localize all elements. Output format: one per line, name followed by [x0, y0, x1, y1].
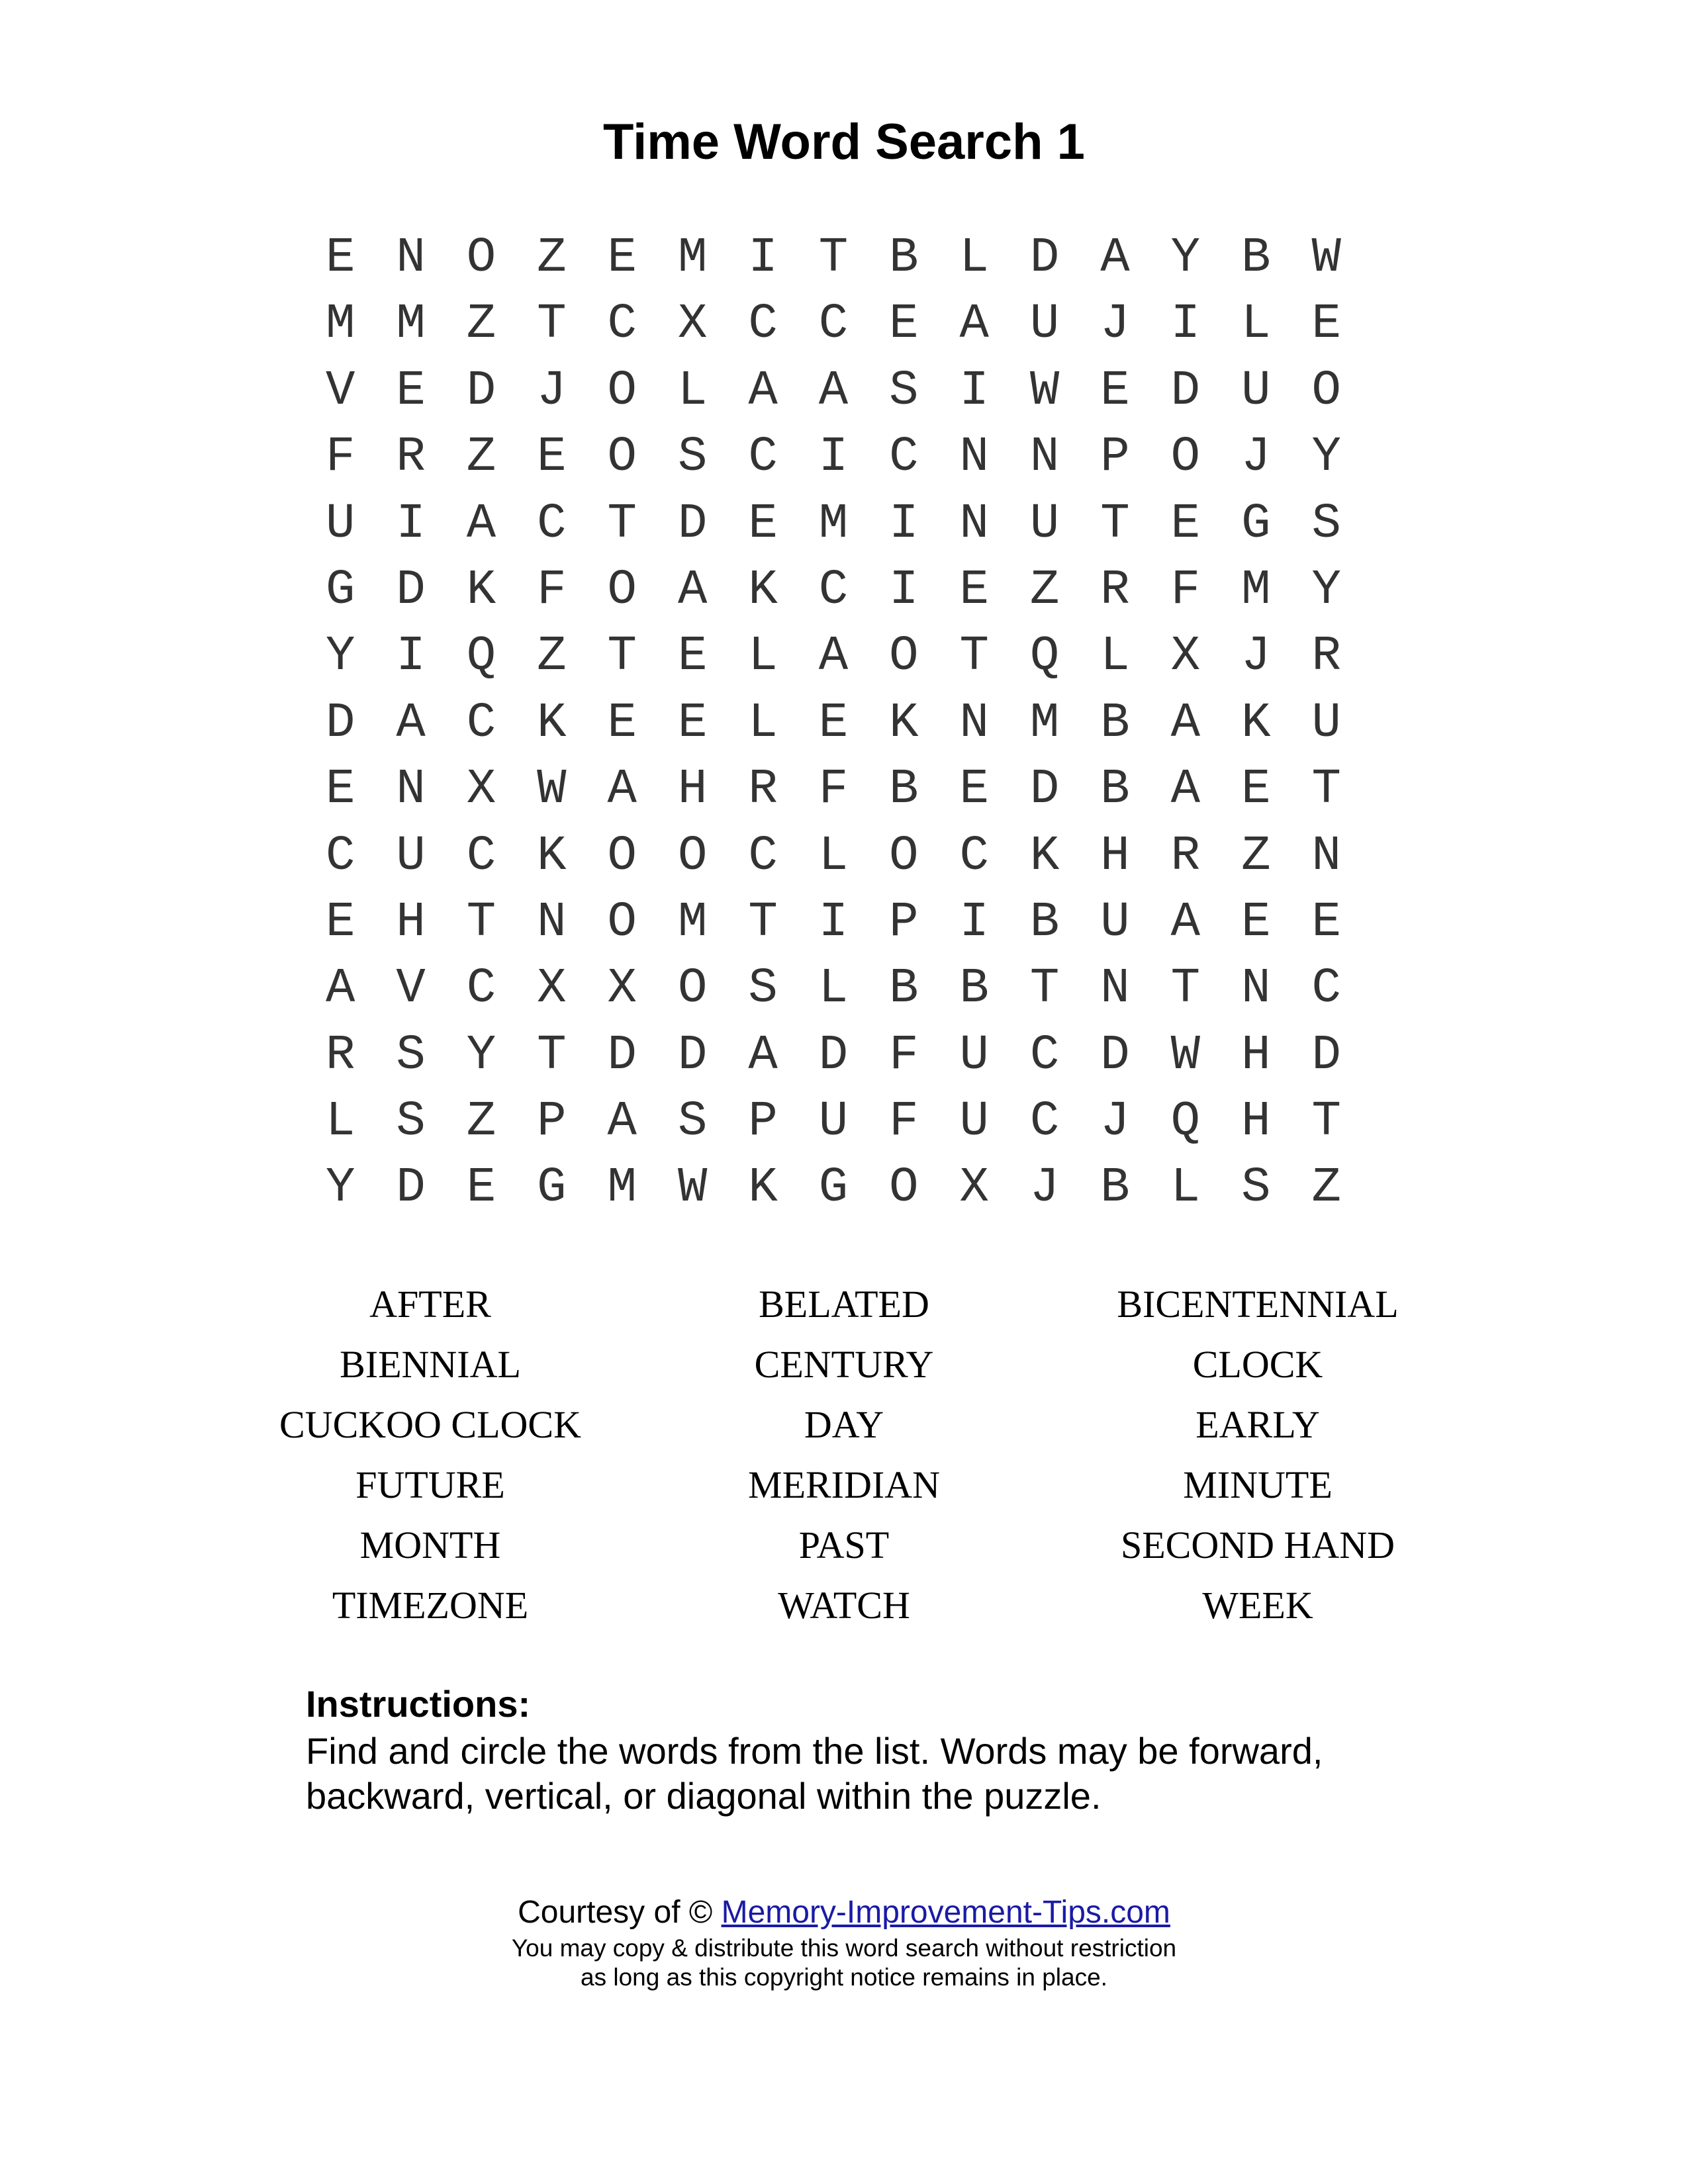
grid-letter: E	[1241, 762, 1271, 818]
grid-letter: D	[1311, 1027, 1341, 1083]
grid-letter: P	[1100, 430, 1130, 486]
grid-letter: N	[959, 430, 989, 486]
grid-letter: Z	[1311, 1160, 1341, 1216]
grid-letter: B	[959, 961, 989, 1017]
grid-letter: K	[748, 1160, 778, 1216]
grid-letter: A	[607, 1094, 637, 1150]
grid-letter: O	[677, 961, 708, 1017]
grid-letter: S	[748, 961, 778, 1017]
grid-letter: T	[748, 894, 778, 950]
grid-letter: H	[396, 894, 426, 950]
grid-letter: Z	[466, 430, 496, 486]
letter-grid	[305, 225, 1362, 1222]
grid-letter: X	[607, 961, 637, 1017]
grid-letter: I	[959, 363, 989, 419]
grid-letter: R	[1170, 828, 1201, 884]
grid-letter: B	[1100, 695, 1130, 751]
grid-letter: D	[1029, 762, 1060, 818]
grid-letter: C	[889, 430, 919, 486]
grid-letter: N	[959, 695, 989, 751]
grid-letter: Z	[1241, 828, 1271, 884]
grid-letter: X	[677, 296, 708, 353]
grid-letter: D	[466, 363, 496, 419]
grid-letter: O	[889, 1160, 919, 1216]
word-list-item: BELATED	[759, 1283, 929, 1326]
word-list-item: SECOND HAND	[1120, 1524, 1395, 1567]
instructions-heading: Instructions:	[306, 1683, 531, 1725]
grid-letter: L	[748, 629, 778, 685]
grid-letter: M	[1029, 695, 1060, 751]
grid-letter: A	[325, 961, 355, 1017]
notice-line-2: as long as this copyright notice remains in place.	[581, 1964, 1107, 1991]
grid-letter: P	[537, 1094, 567, 1150]
grid-letter: T	[1100, 496, 1130, 552]
grid-letter: N	[1029, 430, 1060, 486]
word-list-item: PAST	[798, 1524, 890, 1567]
grid-letter: N	[396, 762, 426, 818]
grid-letter: G	[818, 1160, 849, 1216]
grid-letter: L	[748, 695, 778, 751]
grid-letter: W	[537, 762, 567, 818]
grid-letter: A	[818, 363, 849, 419]
grid-letter: E	[818, 695, 849, 751]
grid-letter: A	[1100, 230, 1130, 286]
grid-letter: Q	[1029, 629, 1060, 685]
grid-letter: H	[1241, 1094, 1271, 1150]
grid-letter: C	[959, 828, 989, 884]
grid-letter: C	[325, 828, 355, 884]
grid-letter: T	[466, 894, 496, 950]
word-list-item: DAY	[804, 1403, 884, 1446]
word-list-item: TIMEZONE	[332, 1584, 529, 1627]
grid-letter: A	[818, 629, 849, 685]
grid-letter: B	[889, 762, 919, 818]
grid-letter: Z	[537, 230, 567, 286]
grid-letter: R	[325, 1027, 355, 1083]
grid-letter: Y	[1311, 562, 1341, 618]
grid-letter: A	[748, 363, 778, 419]
grid-letter: A	[677, 562, 708, 618]
grid-letter: M	[325, 296, 355, 353]
grid-letter: C	[818, 296, 849, 353]
grid-letter: F	[1170, 562, 1201, 618]
grid-letter: K	[537, 695, 567, 751]
grid-letter: O	[607, 562, 637, 618]
grid-letter: X	[959, 1160, 989, 1216]
instructions-text: Find and circle the words from the list. Words may be forward, backward, vertical, or diagonal within the puzzle.	[306, 1730, 1323, 1817]
grid-letter: Q	[466, 629, 496, 685]
grid-letter: E	[607, 695, 637, 751]
grid-letter: L	[1241, 296, 1271, 353]
grid-letter: W	[1311, 230, 1341, 286]
grid-letter: G	[1241, 496, 1271, 552]
word-list-item: FUTURE	[355, 1463, 505, 1506]
grid-letter: Y	[325, 1160, 355, 1216]
grid-letter: Y	[325, 629, 355, 685]
grid-letter: F	[325, 430, 355, 486]
grid-letter: N	[1100, 961, 1130, 1017]
grid-letter: L	[1100, 629, 1130, 685]
grid-letter: O	[466, 230, 496, 286]
grid-letter: X	[537, 961, 567, 1017]
grid-letter: B	[1100, 762, 1130, 818]
grid-letter: A	[466, 496, 496, 552]
grid-letter: O	[677, 828, 708, 884]
grid-letter: C	[748, 430, 778, 486]
grid-letter: W	[1170, 1027, 1201, 1083]
notice-line-1: You may copy & distribute this word search without restriction	[511, 1934, 1177, 1962]
grid-letter: R	[396, 430, 426, 486]
grid-letter: O	[1170, 430, 1201, 486]
grid-letter: S	[889, 363, 919, 419]
grid-letter: E	[396, 363, 426, 419]
grid-letter: U	[959, 1094, 989, 1150]
grid-letter: C	[1029, 1094, 1060, 1150]
grid-letter: F	[818, 762, 849, 818]
grid-letter: T	[537, 1027, 567, 1083]
grid-letter: E	[889, 296, 919, 353]
grid-letter: O	[607, 828, 637, 884]
grid-letter: E	[537, 430, 567, 486]
grid-letter: C	[537, 496, 567, 552]
grid-letter: K	[748, 562, 778, 618]
grid-letter: J	[1100, 296, 1130, 353]
grid-letter: E	[1170, 496, 1201, 552]
grid-letter: O	[889, 828, 919, 884]
copyright-notice	[0, 1934, 1688, 1992]
grid-letter: E	[325, 230, 355, 286]
grid-letter: U	[1241, 363, 1271, 419]
grid-letter: J	[537, 363, 567, 419]
grid-letter: V	[325, 363, 355, 419]
grid-letter: O	[607, 363, 637, 419]
grid-letter: T	[607, 629, 637, 685]
grid-letter: D	[1100, 1027, 1130, 1083]
grid-letter: P	[889, 894, 919, 950]
grid-letter: A	[1170, 695, 1201, 751]
grid-letter: E	[1311, 894, 1341, 950]
grid-letter: A	[1170, 762, 1201, 818]
grid-letter: I	[889, 562, 919, 618]
grid-letter: D	[677, 496, 708, 552]
grid-letter: T	[537, 296, 567, 353]
word-list	[265, 1274, 1423, 1635]
grid-letter: T	[959, 629, 989, 685]
grid-letter: H	[677, 762, 708, 818]
grid-letter: E	[325, 762, 355, 818]
grid-letter: M	[677, 230, 708, 286]
grid-letter: J	[1241, 430, 1271, 486]
grid-letter: Z	[537, 629, 567, 685]
grid-letter: J	[1029, 1160, 1060, 1216]
grid-letter: C	[1029, 1027, 1060, 1083]
grid-letter: U	[396, 828, 426, 884]
grid-letter: S	[1311, 496, 1341, 552]
grid-letter: H	[1100, 828, 1130, 884]
grid-letter: E	[1241, 894, 1271, 950]
grid-letter: I	[959, 894, 989, 950]
word-list-item: CLOCK	[1192, 1343, 1323, 1386]
grid-letter: I	[818, 430, 849, 486]
grid-letter: C	[466, 961, 496, 1017]
grid-letter: M	[818, 496, 849, 552]
grid-letter: U	[1029, 496, 1060, 552]
grid-letter: T	[1029, 961, 1060, 1017]
grid-letter: A	[607, 762, 637, 818]
grid-letter: K	[1029, 828, 1060, 884]
grid-letter: L	[325, 1094, 355, 1150]
grid-letter: E	[607, 230, 637, 286]
grid-letter: E	[959, 562, 989, 618]
word-list-item: MINUTE	[1183, 1463, 1333, 1506]
grid-letter: K	[537, 828, 567, 884]
grid-letter: C	[607, 296, 637, 353]
grid-letter: N	[1311, 828, 1341, 884]
grid-letter: Z	[466, 1094, 496, 1150]
grid-letter: P	[748, 1094, 778, 1150]
grid-letter: E	[325, 894, 355, 950]
grid-letter: F	[889, 1027, 919, 1083]
grid-letter: O	[889, 629, 919, 685]
word-list-item: BIENNIAL	[340, 1343, 521, 1386]
grid-letter: D	[396, 1160, 426, 1216]
grid-letter: Q	[1170, 1094, 1201, 1150]
grid-letter: K	[1241, 695, 1271, 751]
grid-letter: L	[1170, 1160, 1201, 1216]
grid-letter: B	[1241, 230, 1271, 286]
grid-letter: F	[889, 1094, 919, 1150]
word-list-item: WEEK	[1202, 1584, 1313, 1627]
grid-letter: T	[607, 496, 637, 552]
grid-letter: D	[677, 1027, 708, 1083]
grid-letter: R	[1100, 562, 1130, 618]
grid-letter: U	[325, 496, 355, 552]
grid-letter: U	[1100, 894, 1130, 950]
grid-letter: Y	[466, 1027, 496, 1083]
grid-letter: A	[959, 296, 989, 353]
grid-letter: C	[748, 828, 778, 884]
grid-letter: S	[1241, 1160, 1271, 1216]
grid-letter: E	[1311, 296, 1341, 353]
grid-letter: N	[537, 894, 567, 950]
grid-letter: W	[1029, 363, 1060, 419]
grid-letter: T	[1170, 961, 1201, 1017]
grid-letter: I	[818, 894, 849, 950]
grid-letter: I	[396, 629, 426, 685]
page-title: Time Word Search 1	[603, 114, 1085, 170]
grid-letter: N	[396, 230, 426, 286]
grid-letter: C	[466, 828, 496, 884]
grid-letter: R	[748, 762, 778, 818]
grid-letter: A	[396, 695, 426, 751]
grid-letter: L	[677, 363, 708, 419]
grid-letter: J	[1241, 629, 1271, 685]
grid-letter: M	[396, 296, 426, 353]
grid-letter: S	[677, 430, 708, 486]
grid-letter: I	[396, 496, 426, 552]
grid-letter: M	[607, 1160, 637, 1216]
grid-letter: L	[959, 230, 989, 286]
grid-letter: K	[889, 695, 919, 751]
courtesy-line	[0, 1893, 1688, 1933]
grid-letter: B	[889, 230, 919, 286]
grid-letter: X	[466, 762, 496, 818]
grid-letter: I	[748, 230, 778, 286]
grid-letter: K	[466, 562, 496, 618]
word-list-item: MERIDIAN	[748, 1463, 940, 1506]
grid-letter: C	[466, 695, 496, 751]
word-list-item: WATCH	[778, 1584, 910, 1627]
word-list-item: MONTH	[359, 1524, 501, 1567]
word-list-item: AFTER	[369, 1283, 491, 1326]
grid-letter: L	[818, 961, 849, 1017]
word-list-item: BICENTENNIAL	[1117, 1283, 1399, 1326]
word-list-item: CENTURY	[754, 1343, 934, 1386]
grid-letter: E	[466, 1160, 496, 1216]
grid-letter: S	[396, 1094, 426, 1150]
grid-letter: R	[1311, 629, 1341, 685]
grid-letter: W	[677, 1160, 708, 1216]
courtesy-prefix: Courtesy of ©	[518, 1895, 713, 1930]
grid-letter: E	[1100, 363, 1130, 419]
grid-letter: D	[325, 695, 355, 751]
grid-letter: C	[748, 296, 778, 353]
grid-letter: S	[677, 1094, 708, 1150]
grid-letter: M	[1241, 562, 1271, 618]
grid-letter: Y	[1311, 430, 1341, 486]
grid-letter: B	[889, 961, 919, 1017]
grid-letter: O	[607, 894, 637, 950]
grid-letter: M	[677, 894, 708, 950]
grid-letter: X	[1170, 629, 1201, 685]
grid-letter: Z	[1029, 562, 1060, 618]
grid-letter: L	[818, 828, 849, 884]
grid-letter: B	[1029, 894, 1060, 950]
grid-letter: F	[537, 562, 567, 618]
grid-letter: A	[1170, 894, 1201, 950]
grid-letter: G	[537, 1160, 567, 1216]
grid-letter: D	[1170, 363, 1201, 419]
grid-letter: V	[396, 961, 426, 1017]
word-list-item: EARLY	[1196, 1403, 1320, 1446]
grid-letter: E	[677, 695, 708, 751]
grid-letter: U	[959, 1027, 989, 1083]
grid-letter: U	[818, 1094, 849, 1150]
grid-letter: U	[1311, 695, 1341, 751]
source-link[interactable]: Memory-Improvement-Tips.com	[721, 1895, 1170, 1930]
grid-letter: I	[889, 496, 919, 552]
grid-letter: B	[1100, 1160, 1130, 1216]
grid-letter: G	[325, 562, 355, 618]
grid-letter: Z	[466, 296, 496, 353]
grid-letter: Y	[1170, 230, 1201, 286]
grid-letter: E	[677, 629, 708, 685]
grid-letter: D	[607, 1027, 637, 1083]
grid-letter: E	[959, 762, 989, 818]
grid-letter: H	[1241, 1027, 1271, 1083]
grid-letter: O	[1311, 363, 1341, 419]
grid-letter: N	[1241, 961, 1271, 1017]
grid-letter: O	[607, 430, 637, 486]
grid-letter: U	[1029, 296, 1060, 353]
grid-letter: D	[818, 1027, 849, 1083]
grid-letter: S	[396, 1027, 426, 1083]
grid-letter: D	[396, 562, 426, 618]
grid-letter: C	[818, 562, 849, 618]
grid-letter: T	[1311, 762, 1341, 818]
grid-letter: E	[748, 496, 778, 552]
grid-letter: D	[1029, 230, 1060, 286]
word-list-item: CUCKOO CLOCK	[279, 1403, 581, 1446]
grid-letter: C	[1311, 961, 1341, 1017]
grid-letter: T	[1311, 1094, 1341, 1150]
grid-letter: J	[1100, 1094, 1130, 1150]
grid-letter: I	[1170, 296, 1201, 353]
grid-letter: T	[818, 230, 849, 286]
grid-letter: A	[748, 1027, 778, 1083]
grid-letter: N	[959, 496, 989, 552]
